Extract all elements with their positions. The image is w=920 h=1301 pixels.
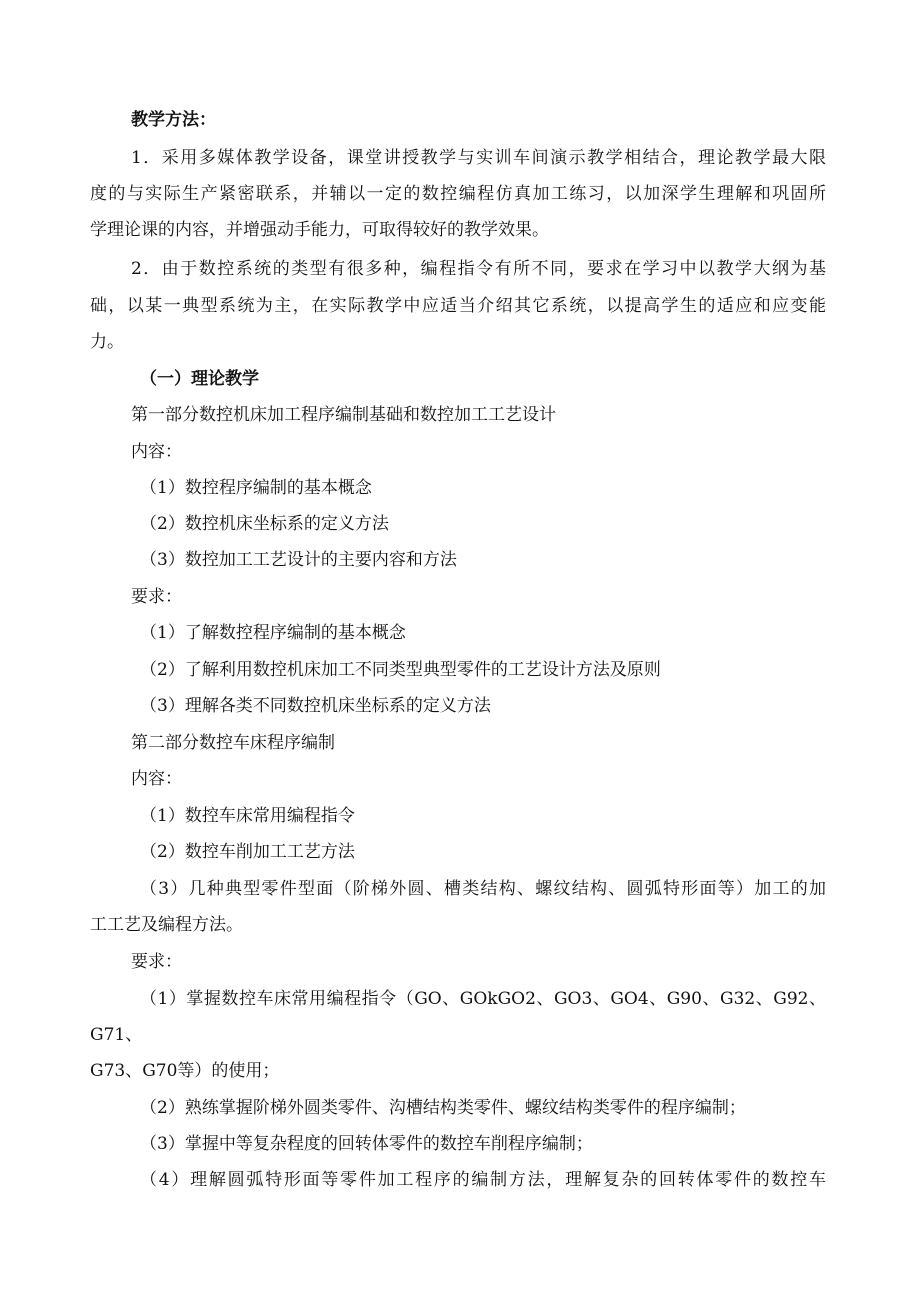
part-2-content-item-3-line-2: 工工艺及编程方法。: [90, 915, 243, 935]
part-1-req-item: （3）理解各类不同数控机床坐标系的定义方法: [140, 696, 491, 716]
part-1-req-item: （2）了解利用数控机床加工不同类型典型零件的工艺设计方法及原则: [140, 660, 661, 680]
part-2-req-item: （2）熟练掌握阶梯外圆类零件、沟槽结构类零件、螺纹结构类零件的程序编制；: [140, 1098, 746, 1118]
method-2-line-3: 力。: [90, 332, 124, 352]
part-1-title: 第一部分数控机床加工程序编制基础和数控加工工艺设计: [131, 405, 556, 425]
part-2-content-label: 内容：: [131, 769, 182, 789]
part-1-content-item: （3）数控加工工艺设计的主要内容和方法: [140, 550, 457, 570]
method-2-line-1: 2．由于数控系统的类型有很多种，编程指令有所不同，要求在学习中以教学大纲为基: [131, 259, 826, 279]
part-2-content-item-3-line-1: （3）几种典型零件型面（阶梯外圆、槽类结构、螺纹结构、圆弧特形面等）加工的加: [140, 879, 826, 899]
method-2-line-2: 础，以某一典型系统为主，在实际教学中应适当介绍其它系统，以提高学生的适应和应变能: [90, 296, 826, 316]
part-2-title: 第二部分数控车床程序编制: [131, 733, 335, 753]
part-1-req-item: （1）了解数控程序编制的基本概念: [140, 623, 406, 643]
part-1-content-item: （2）数控机床坐标系的定义方法: [140, 514, 389, 534]
part-2-req-item: （3）掌握中等复杂程度的回转体零件的数控车削程序编制；: [140, 1134, 593, 1154]
part-2-content-item: （2）数控车削加工工艺方法: [140, 842, 355, 862]
part-2-req-item: （4）理解圆弧特形面等零件加工程序的编制方法，理解复杂的回转体零件的数控车: [140, 1170, 826, 1190]
method-heading: 教学方法：: [131, 110, 216, 130]
method-1-line-3: 学理论课的内容，并增强动手能力，可取得较好的教学效果。: [90, 220, 549, 240]
part-2-content-item: （1）数控车床常用编程指令: [140, 806, 355, 826]
part-2-req-label: 要求：: [131, 952, 182, 972]
section-1-heading: （一）理论教学: [140, 369, 259, 389]
part-1-content-item: （1）数控程序编制的基本概念: [140, 478, 372, 498]
method-1-line-1: 1．采用多媒体教学设备，课堂讲授教学与实训车间演示教学相结合，理论教学最大限: [131, 148, 826, 168]
part-1-req-label: 要求：: [131, 587, 182, 607]
part-2-req-item-1-line-3: G73、G70等）的使用；: [90, 1061, 280, 1081]
part-2-req-item-1-line-2: G71、: [90, 1025, 143, 1045]
part-1-content-label: 内容：: [131, 442, 182, 462]
part-2-req-item-1-line-1: （1）掌握数控车床常用编程指令（GO、GOkGO2、GO3、GO4、G90、G32、G92、: [140, 989, 826, 1009]
method-1-line-2: 度的与实际生产紧密联系，并辅以一定的数控编程仿真加工练习，以加深学生理解和巩固所: [90, 184, 826, 204]
